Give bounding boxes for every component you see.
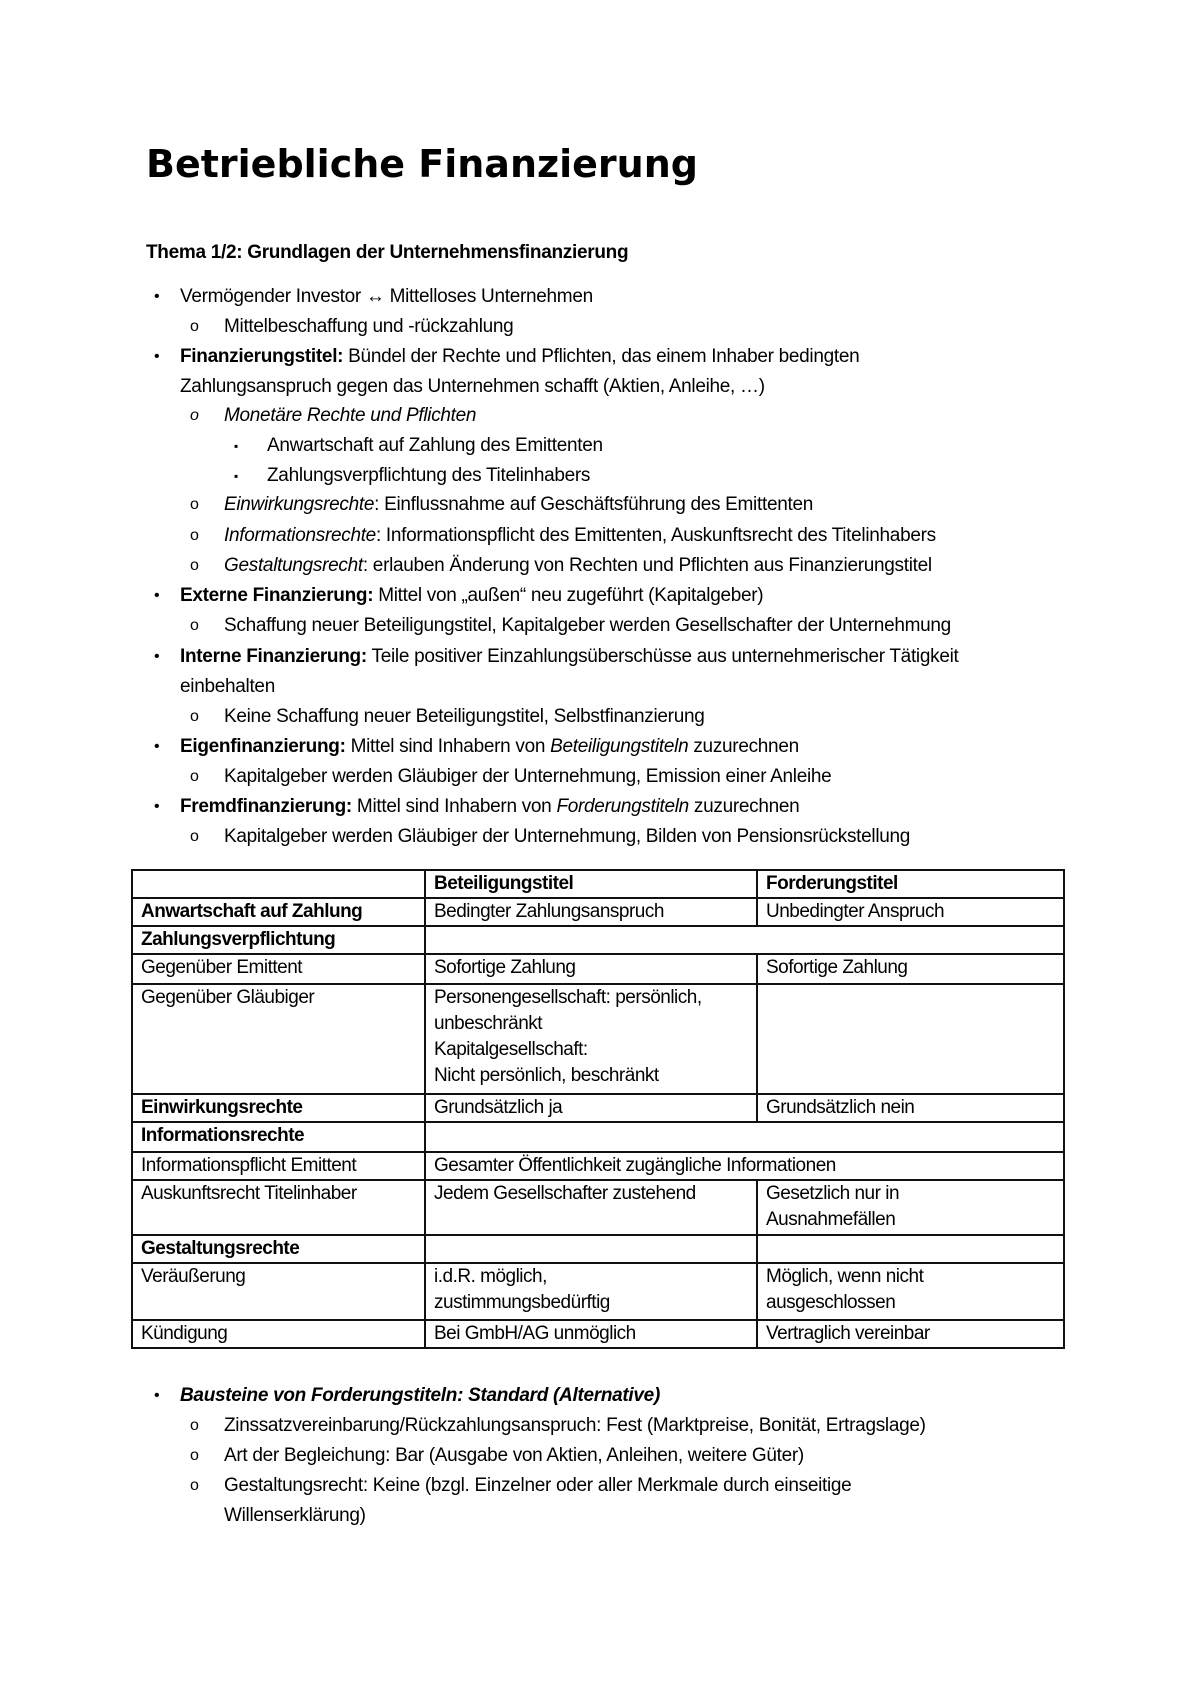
term: Interne Finanzierung: (180, 646, 367, 667)
list-item (131, 1381, 1063, 1411)
table-row (132, 1152, 1064, 1180)
term: Finanzierungstitel: (180, 346, 344, 367)
text: Mittel sind Inhabern von (351, 796, 557, 817)
table-cell: Unbedingter Anspruch (757, 898, 1064, 926)
table-cell: Veräußerung (132, 1263, 425, 1320)
lower-section (131, 869, 1063, 1531)
table-cell: Bei GmbH/AG unmöglich (425, 1320, 757, 1348)
list-item (224, 551, 932, 581)
definition: Teile positiver Einzahlungsüberschüsse aus unternehmerischer Tätigkeit (366, 646, 959, 667)
table-cell (425, 1263, 757, 1320)
table-row (132, 1235, 1064, 1263)
list-item (180, 642, 958, 672)
list-item (224, 490, 813, 520)
table-cell: Anwartschaft auf Zahlung (132, 898, 425, 926)
square-bullet-icon: ▪ (234, 469, 238, 483)
circle-bullet-icon: o (190, 318, 199, 335)
section-heading: Thema 1/2: Grundlagen der Unternehmensfinanzierung (146, 242, 629, 263)
table-cell: Gesamter Öffentlichkeit zugängliche Informationen (425, 1152, 1064, 1180)
table-cell: Grundsätzlich ja (425, 1094, 757, 1122)
term: Monetäre Rechte und Pflichten (224, 405, 477, 426)
circle-bullet-icon: o (190, 708, 199, 725)
table-row (132, 898, 1064, 926)
table-cell: Gegenüber Gläubiger (132, 984, 425, 1094)
list-item (180, 581, 763, 611)
table-cell (757, 1180, 1064, 1235)
emphasis: Forderungstiteln (556, 796, 689, 817)
table-row (132, 926, 1064, 954)
list-item (180, 342, 859, 372)
table-cell: Grundsätzlich nein (757, 1094, 1064, 1122)
term: Einwirkungsrechte (224, 494, 375, 515)
circle-bullet-icon: o (190, 1477, 199, 1494)
list-item (131, 1411, 1063, 1441)
circle-bullet-icon: o (190, 617, 199, 634)
table-header-row (132, 870, 1064, 898)
bullet-icon: • (154, 1387, 160, 1404)
bullet-icon: • (154, 288, 160, 305)
circle-bullet-icon: o (190, 768, 199, 785)
circle-bullet-icon: o (190, 1417, 199, 1434)
list-item (131, 1441, 1063, 1471)
list-item: Kapitalgeber werden Gläubiger der Unternehmung, Bilden von Pensionsrückstellung (224, 826, 911, 847)
bullet-icon: • (154, 798, 160, 815)
table-row (132, 1180, 1064, 1235)
table-cell: Informationspflicht Emittent (132, 1152, 425, 1180)
table-cell: Vertraglich vereinbar (757, 1320, 1064, 1348)
definition: Mittel von „außen“ neu zugeführt (Kapitalgeber) (373, 585, 764, 606)
text: zuzurechnen (688, 796, 800, 817)
cell-line: Ausnahmefällen (766, 1209, 896, 1230)
list-text: Art der Begleichung: Bar (Ausgabe von Aktien, Anleihen, weitere Güter) (224, 1445, 804, 1466)
list-item (224, 401, 476, 431)
bullet-icon: • (154, 348, 160, 365)
comparison-table (131, 869, 1065, 1349)
table-cell: Informationsrechte (132, 1122, 425, 1152)
emphasis: Beteiligungstiteln (550, 736, 689, 757)
cell-line: i.d.R. möglich, (434, 1266, 547, 1287)
cell-line: Möglich, wenn nicht (766, 1266, 924, 1287)
list-text: Willenserklärung) (224, 1505, 366, 1526)
table-row (132, 1263, 1064, 1320)
list-item (131, 1471, 1063, 1501)
list-item-continuation (131, 1501, 1063, 1531)
definition: : Einflussnahme auf Geschäftsführung des Emittenten (374, 494, 813, 515)
table-cell (757, 984, 1064, 1094)
term: Fremdfinanzierung: (180, 796, 352, 817)
table-cell: Sofortige Zahlung (757, 954, 1064, 984)
cell-line: ausgeschlossen (766, 1292, 896, 1313)
table-header-cell: Forderungstitel (757, 870, 1064, 898)
table-header-cell: Beteiligungstitel (425, 870, 757, 898)
table-cell: Sofortige Zahlung (425, 954, 757, 984)
definition: : Informationspflicht des Emittenten, Auskunftsrecht des Titelinhabers (375, 525, 936, 546)
bullet-icon: • (154, 738, 160, 755)
list-item: Keine Schaffung neuer Beteiligungstitel, Selbstfinanzierung (224, 706, 705, 727)
list-item: Schaffung neuer Beteiligungstitel, Kapitalgeber werden Gesellschafter der Unternehmung (224, 615, 951, 636)
table-cell (425, 1122, 1064, 1152)
table-row (132, 954, 1064, 984)
list-item: Kapitalgeber werden Gläubiger der Unternehmung, Emission einer Anleihe (224, 766, 832, 787)
definition: Bündel der Rechte und Pflichten, das einem Inhaber bedingten (343, 346, 860, 367)
list-item (180, 792, 799, 822)
table-cell: Gegenüber Emittent (132, 954, 425, 984)
table-cell: Kündigung (132, 1320, 425, 1348)
table-cell: Auskunftsrecht Titelinhaber (132, 1180, 425, 1235)
list-item: Anwartschaft auf Zahlung des Emittenten (267, 435, 603, 456)
table-cell (757, 1235, 1064, 1263)
term: Informationsrechte (224, 525, 376, 546)
list-item (180, 732, 799, 762)
table-row (132, 1122, 1064, 1152)
table-cell (757, 1263, 1064, 1320)
bullet-icon: • (154, 648, 160, 665)
cell-line: zustimmungsbedürftig (434, 1292, 610, 1313)
table-row (132, 984, 1064, 1094)
circle-bullet-icon: o (190, 828, 199, 845)
list-item-continuation: einbehalten (180, 676, 275, 697)
table-cell: Einwirkungsrechte (132, 1094, 425, 1122)
term: Eigenfinanzierung: (180, 736, 346, 757)
circle-bullet-icon: o (190, 1447, 199, 1464)
text: Mittel sind Inhabern von (345, 736, 551, 757)
table-cell: Zahlungsverpflichtung (132, 926, 425, 954)
square-bullet-icon: ▪ (234, 439, 238, 453)
term: Gestaltungsrecht (224, 555, 363, 576)
table-row (132, 1320, 1064, 1348)
list-item: Mittelbeschaffung und -rückzahlung (224, 316, 514, 337)
table-cell: Bedingter Zahlungsanspruch (425, 898, 757, 926)
list-item (224, 521, 936, 551)
table-cell: Gestaltungsrechte (132, 1235, 425, 1263)
circle-bullet-icon: o (190, 407, 199, 424)
list-item-continuation: Zahlungsanspruch gegen das Unternehmen schafft (Aktien, Anleihe, …) (180, 376, 765, 397)
list-text: Gestaltungsrecht: Keine (bzgl. Einzelner oder aller Merkmale durch einseitige (224, 1475, 852, 1496)
table-cell (425, 984, 757, 1094)
table-cell: Jedem Gesellschafter zustehend (425, 1180, 757, 1235)
circle-bullet-icon: o (190, 527, 199, 544)
table-cell (425, 1235, 757, 1263)
bottom-list (131, 1381, 1063, 1531)
cell-line: Personengesellschaft: persönlich, (434, 987, 702, 1008)
circle-bullet-icon: o (190, 496, 199, 513)
bullet-icon: • (154, 587, 160, 604)
list-heading: Bausteine von Forderungstiteln: Standard (Alternative) (180, 1385, 660, 1406)
table-header-cell (132, 870, 425, 898)
table-row (132, 1094, 1064, 1122)
list-item: Vermögender Investor ↔ Mittelloses Unternehmen (180, 286, 593, 307)
text: zuzurechnen (688, 736, 799, 757)
cell-line: Nicht persönlich, beschränkt (434, 1065, 659, 1086)
table-cell (425, 926, 1064, 954)
cell-line: unbeschränkt (434, 1013, 543, 1034)
list-item: Zahlungsverpflichtung des Titelinhabers (267, 465, 591, 486)
cell-line: Kapitalgesellschaft: (434, 1039, 588, 1060)
list-text: Zinssatzvereinbarung/Rückzahlungsanspruch: Fest (Marktpreise, Bonität, Ertragslage) (224, 1415, 926, 1436)
term: Externe Finanzierung: (180, 585, 374, 606)
page-title: Betriebliche Finanzierung (146, 142, 698, 186)
definition: : erlauben Änderung von Rechten und Pflichten aus Finanzierungstitel (362, 555, 932, 576)
cell-line: Gesetzlich nur in (766, 1183, 900, 1204)
circle-bullet-icon: o (190, 557, 199, 574)
